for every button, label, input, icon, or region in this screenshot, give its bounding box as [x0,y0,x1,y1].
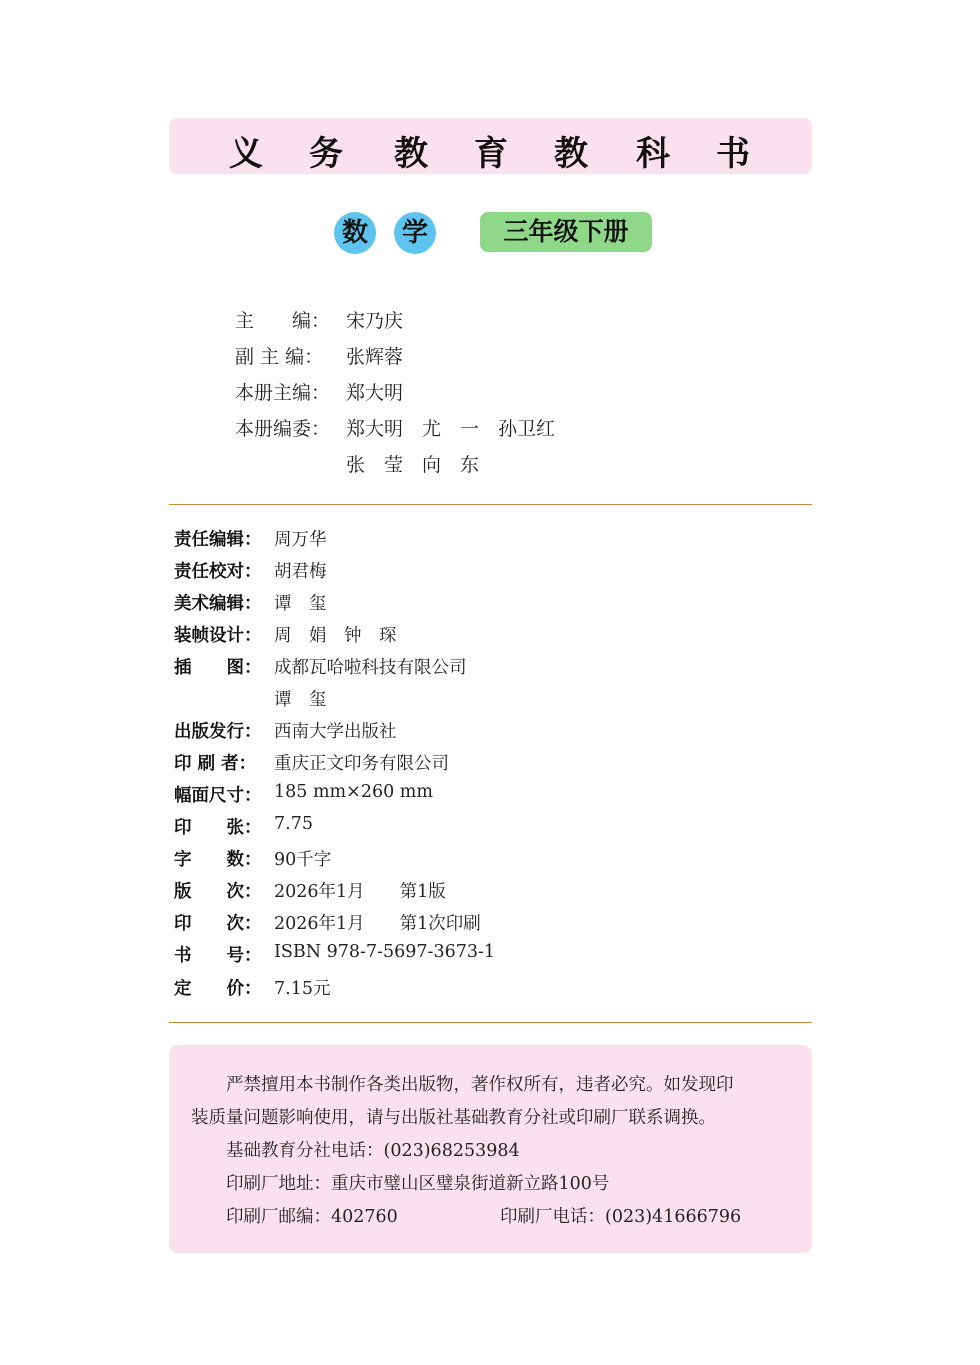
editor-name: 张 莹 向 东 [346,454,480,476]
info-label: 版 次： [174,882,262,902]
info-label: 责任校对： [174,562,262,582]
info-label: 装帧设计： [174,626,262,646]
divider [169,504,812,505]
info-value: ISBN 978-7-5697-3673-1 [274,942,496,962]
series-title-char: 教 [554,134,588,174]
notice-text: 装质量问题影响使用，请与出版社基础教育分社或印刷厂联系调换。 [191,1108,716,1128]
printer-address: 印刷厂地址：重庆市璧山区璧泉街道新立路100号 [191,1174,610,1194]
editor-label: 本册编委： [235,418,331,440]
subject-char-badge: 数 [334,212,376,254]
editor-name: 郑大明 [346,382,404,404]
info-value: 2026年1月 第1次印刷 [274,914,481,934]
series-title-char: 务 [309,134,343,174]
info-label: 字 数： [174,850,262,870]
info-label: 印 刷 者： [174,754,257,774]
info-value: 西南大学出版社 [274,722,397,742]
notice-text: 严禁擅用本书制作各类出版物，著作权所有，违者必究。如发现印 [191,1075,734,1095]
info-value: 谭 玺 [274,594,327,614]
info-label: 幅面尺寸： [174,786,262,806]
info-value: 周万华 [274,530,327,550]
editor-name: 张辉蓉 [346,346,404,368]
printer-postcode: 印刷厂邮编：402760 [191,1207,398,1227]
info-label: 书 号： [174,946,262,966]
series-title-char: 育 [474,134,508,174]
info-label: 定 价： [174,979,262,999]
info-label: 插 图： [174,658,262,678]
subject-char-badge: 学 [394,212,436,254]
info-value: 胡君梅 [274,562,327,582]
branch-phone: 基础教育分社电话：(023)68253984 [191,1141,520,1161]
info-value: 周 娟 钟 琛 [274,626,397,646]
printer-phone: 印刷厂电话：(023)41666796 [500,1207,742,1227]
series-title-char: 教 [394,134,428,174]
editor-name: 宋乃庆 [346,310,404,332]
editor-label: 本册主编： [235,382,331,404]
info-label: 出版发行： [174,722,262,742]
info-label: 印 张： [174,818,262,838]
info-label: 责任编辑： [174,530,262,550]
info-value: 7.15元 [274,979,331,999]
editor-name: 郑大明 尤 一 孙卫红 [346,418,556,440]
info-value: 7.75 [274,814,313,834]
series-title-char: 书 [716,134,750,174]
info-value: 185 mm×260 mm [274,782,433,802]
editor-label: 主 编： [235,310,331,332]
info-value: 成都瓦哈啦科技有限公司 [274,658,467,678]
grade-badge: 三年级下册 [480,212,652,252]
info-value: 2026年1月 第1版 [274,882,446,902]
info-label: 印 次： [174,914,262,934]
editor-label: 副 主 编： [235,346,324,368]
series-title-char: 科 [636,134,670,174]
divider [169,1022,812,1023]
info-value: 90千字 [274,850,332,870]
info-label: 美术编辑： [174,594,262,614]
copyright-notice [169,1045,812,1253]
series-title-banner [169,118,812,174]
info-value: 谭 玺 [274,690,327,710]
info-value: 重庆正文印务有限公司 [274,754,449,774]
series-title-char: 义 [229,134,263,174]
